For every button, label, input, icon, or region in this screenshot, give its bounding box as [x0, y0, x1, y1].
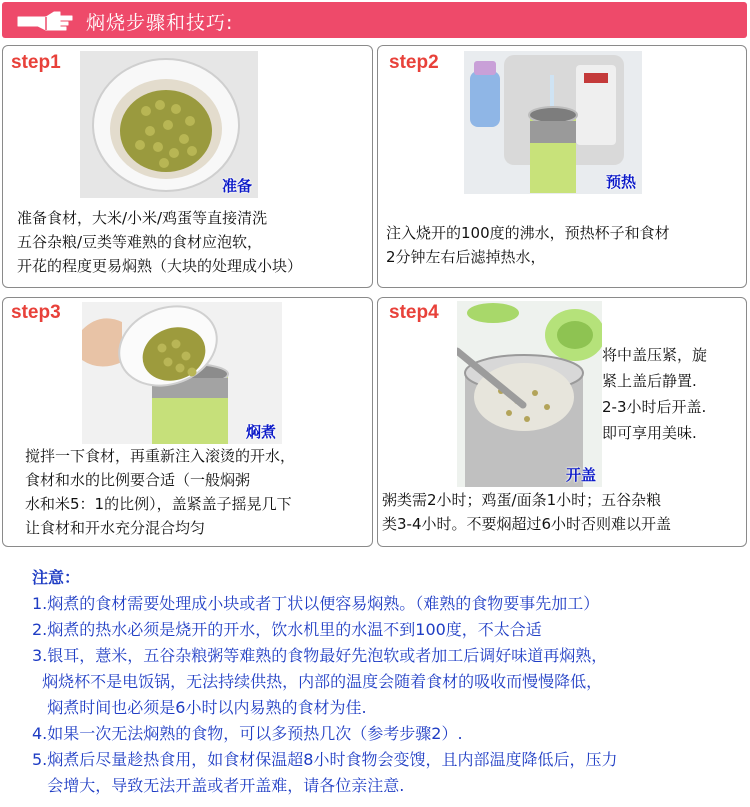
step1-photo: [80, 51, 258, 198]
step4-side-line: 将中盖压紧，旋: [602, 346, 708, 364]
step4-photo: [457, 301, 602, 487]
step3-line: 水和米5：1的比例），盖紧盖子摇晃几下: [25, 495, 292, 513]
step3-photo: [82, 302, 282, 444]
header-banner: [2, 2, 747, 38]
step4-side-line: 即可享用美味.: [602, 424, 697, 442]
step4-card: [377, 297, 747, 547]
step3-card: [2, 297, 373, 547]
step4-side-line: 紧上盖后静置.: [602, 372, 697, 390]
step4-description: [382, 488, 671, 536]
step4-side-description: [602, 342, 707, 446]
note-item: 1.焖煮的食材需要处理成小块或者丁状以便容易焖熟。（难熟的食物要事先加工）: [32, 594, 600, 613]
step2-photo: [464, 51, 642, 194]
step1-line: 开花的程度更易焖熟（大块的处理成小块）: [17, 257, 303, 275]
notes-section: [32, 565, 617, 799]
step1-line: 五谷杂粮/豆类等难熟的食材应泡软，: [17, 233, 263, 251]
step2-line: 注入烧开的100度的沸水，预热杯子和食材: [386, 224, 670, 242]
step2-label: step2: [389, 52, 439, 73]
note-item: 焖煮时间也必须是6小时以内易熟的食材为佳.: [32, 698, 367, 717]
step1-description: [17, 206, 302, 278]
step3-description: [25, 444, 295, 540]
step2-description: [386, 221, 670, 269]
step3-label: step3: [11, 302, 61, 323]
step4-line: 粥类需2小时；鸡蛋/面条1小时；五谷杂粮: [382, 491, 662, 509]
note-item: 会增大，导致无法开盖或者开盖难，请各位亲注意.: [32, 776, 405, 795]
step1-card: [2, 45, 373, 288]
note-item: 3.银耳，薏米，五谷杂粮粥等难熟的食物最好先泡软或者加工后调好味道再焖熟，: [32, 646, 608, 665]
step4-label: step4: [389, 302, 439, 323]
step2-line: 2分钟左右后滤掉热水，: [386, 248, 546, 266]
note-item: 焖烧杯不是电饭锅，无法持续供热，内部的温度会随着食材的吸收而慢慢降低，: [32, 672, 603, 691]
notes-title: 注意：: [32, 568, 81, 587]
step3-line: 食材和水的比例要合适（一般焖粥: [25, 471, 251, 489]
step2-caption: 预热: [605, 173, 636, 191]
step3-caption: 焖煮: [245, 423, 276, 441]
page-title: 焖烧步骤和技巧:: [86, 12, 234, 34]
step1-label: step1: [11, 52, 61, 73]
step4-caption: 开盖: [565, 466, 596, 484]
step2-card: [377, 45, 747, 288]
pointing-hand-icon: [16, 8, 74, 32]
step1-caption: 准备: [221, 177, 252, 195]
note-item: 2.焖煮的热水必须是烧开的开水，饮水机里的水温不到100度，不太合适: [32, 620, 542, 639]
step4-side-line: 2-3小时后开盖.: [602, 398, 707, 416]
step3-line: 搅拌一下食材，再重新注入滚烫的开水，: [25, 447, 296, 465]
note-item: 5.焖煮后尽量趁热食用，如食材保温超8小时食物会变馊，且内部温度降低后，压力: [32, 750, 618, 769]
note-item: 4.如果一次无法焖熟的食物，可以多预热几次（参考步骤2）.: [32, 724, 463, 743]
step1-line: 准备食材，大米/小米/鸡蛋等直接清洗: [17, 209, 268, 227]
step4-line: 类3-4小时。不要焖超过6小时否则难以开盖: [382, 515, 672, 533]
step3-line: 让食材和开水充分混合均匀: [25, 519, 206, 537]
